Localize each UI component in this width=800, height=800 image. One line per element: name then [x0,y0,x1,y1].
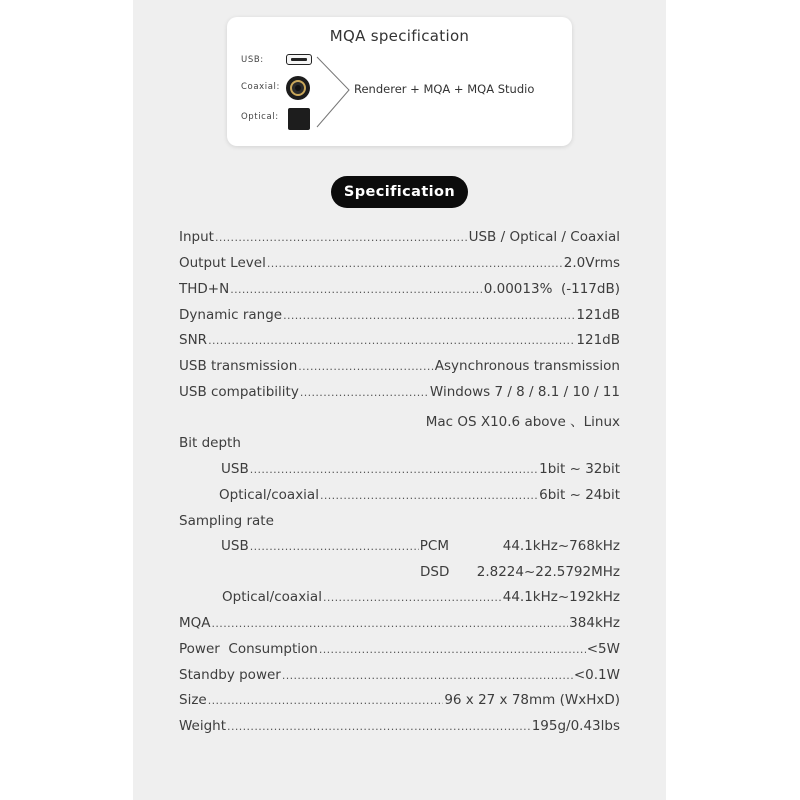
leader-dots [323,591,502,604]
spec-row-weight [179,718,620,738]
optical-port-label: Optical: [241,112,279,122]
spec-value: Windows 7 / 8 / 8.1 / 10 / 11 [429,384,620,400]
spec-label: SNR [179,332,208,348]
usb-port-label: USB: [241,55,264,65]
spec-value: <5W [586,641,620,657]
spec-label: Power Consumption [179,641,318,657]
spec-label: USB [221,461,249,477]
spec-label: USB [221,538,249,554]
spec-row-standby-power [179,667,620,687]
spec-value-pcm: 44.1kHz~768kHz [502,538,620,554]
leader-dots [320,489,538,502]
spec-label-sampling-rate: Sampling rate [179,513,274,529]
spec-row-power-consumption [179,641,620,661]
spec-sublabel-dsd: DSD [420,564,450,580]
mqa-title: MQA specification [329,27,470,45]
specification-heading: Specification [331,176,468,208]
spec-row-dynamic-range [179,307,620,327]
leader-dots [208,334,575,347]
spec-value: <0.1W [573,667,620,683]
spec-value: 195g/0.43lbs [531,718,620,734]
leader-dots [208,694,444,707]
spec-row-snr [179,332,620,352]
mqa-support-text: Renderer + MQA + MQA Studio [354,82,535,96]
spec-value: 96 x 27 x 78mm (WxHxD) [444,692,620,708]
spec-value: 0.00013% (-117dB) [483,281,620,297]
leader-dots [282,669,573,682]
spec-label: Standby power [179,667,281,683]
spec-row-output-level [179,255,620,275]
spec-row-usb-compatibility [179,384,620,404]
spec-row-bit-depth-optical [219,487,620,507]
leader-dots [230,283,483,296]
leader-dots [283,309,575,322]
spec-value: 121dB [576,332,620,348]
spec-value: 2.0Vrms [563,255,620,271]
spec-row-sampling-usb-pcm [221,538,449,558]
leader-dots [319,643,586,656]
spec-label: THD+N [179,281,230,297]
leader-dots [250,540,419,553]
spec-label-bit-depth: Bit depth [179,435,241,451]
spec-label: Optical/coaxial [219,487,319,503]
spec-row-size [179,692,620,712]
spec-value: Asynchronous transmission [434,358,620,374]
spec-sublabel-pcm: PCM [419,538,449,554]
leader-dots [212,617,569,630]
coaxial-port-label: Coaxial: [241,82,280,92]
spec-value-dsd: 2.8224~22.5792MHz [476,564,620,580]
spec-label: Weight [179,718,227,734]
spec-value: 6bit ~ 24bit [539,487,620,503]
spec-label: Output Level [179,255,266,271]
spec-label: Input [179,229,214,245]
spec-label: Size [179,692,207,708]
spec-row-bit-depth-usb [221,461,620,481]
leader-dots [250,463,538,476]
spec-value: USB / Optical / Coaxial [468,229,620,245]
spec-row-usb-transmission [179,358,620,378]
spec-value: 384kHz [569,615,620,631]
spec-value-mac-linux: Mac OS X10.6 above 、Linux [425,414,620,430]
spec-row-mqa [179,615,620,635]
spec-row-input [179,229,620,249]
spec-row-sampling-optical [222,589,620,609]
spec-label: USB transmission [179,358,298,374]
spec-value: 1bit ~ 32bit [539,461,620,477]
spec-label: Optical/coaxial [222,589,322,605]
leader-dots [298,360,434,373]
leader-dots [300,386,429,399]
leader-dots [267,257,563,270]
spec-row-thd [179,281,620,301]
spec-label: USB compatibility [179,384,299,400]
spec-value: 121dB [576,307,620,323]
leader-dots [227,720,531,733]
spec-value: 44.1kHz~192kHz [502,589,620,605]
spec-label: MQA [179,615,211,631]
spec-label: Dynamic range [179,307,283,323]
leader-dots [215,231,468,244]
